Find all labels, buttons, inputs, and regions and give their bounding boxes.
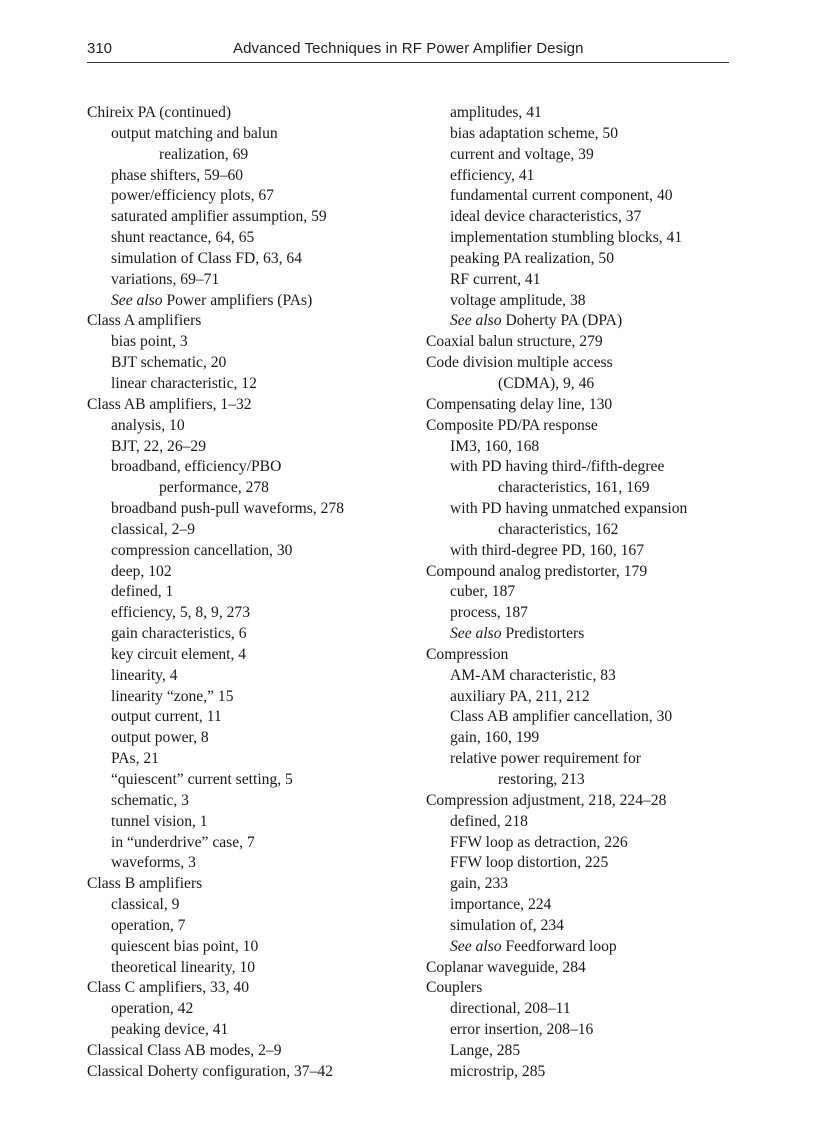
- index-subentry: [87, 645, 407, 666]
- index-subentry: [87, 207, 407, 228]
- entry-text: current and voltage, 39: [450, 145, 594, 163]
- index-subentry: [426, 1041, 736, 1062]
- entry-text: gain, 160, 199: [450, 729, 540, 747]
- index-subentry: [426, 291, 736, 312]
- entry-text: auxiliary PA, 211, 212: [450, 687, 590, 705]
- index-subentry: [87, 853, 407, 874]
- index-continuation: [87, 478, 407, 499]
- index-continuation: [87, 145, 407, 166]
- entry-text: linearity “zone,” 15: [111, 687, 234, 705]
- entry-text: schematic, 3: [111, 791, 189, 809]
- index-entry: [87, 311, 407, 332]
- entry-text: Power amplifiers (PAs): [162, 291, 313, 309]
- entry-text: Code division multiple access: [426, 354, 613, 372]
- entry-text: Feedforward loop: [501, 937, 617, 955]
- index-subentry: [426, 707, 736, 728]
- entry-text: PAs, 21: [111, 750, 159, 768]
- entry-text: defined, 1: [111, 583, 174, 601]
- entry-text: operation, 42: [111, 1000, 194, 1018]
- index-continuation: [426, 770, 736, 791]
- index-subentry: [426, 853, 736, 874]
- index-subentry: [426, 624, 736, 645]
- entry-text: gain characteristics, 6: [111, 625, 247, 643]
- entry-text: compression cancellation, 30: [111, 541, 293, 559]
- entry-text: output current, 11: [111, 708, 222, 726]
- index-subentry: [87, 666, 407, 687]
- index-entry: [87, 874, 407, 895]
- entry-text: broadband, efficiency/PBO: [111, 458, 282, 476]
- entry-text: gain, 233: [450, 875, 509, 893]
- entry-text: in “underdrive” case, 7: [111, 833, 255, 851]
- index-entry: [426, 353, 736, 374]
- index-entry: [426, 416, 736, 437]
- entry-text: restoring, 213: [498, 771, 585, 788]
- entry-text: linear characteristic, 12: [111, 374, 257, 392]
- entry-text: linearity, 4: [111, 666, 178, 684]
- index-subentry: [87, 353, 407, 374]
- index-subentry: [87, 895, 407, 916]
- entry-text: bias adaptation scheme, 50: [450, 124, 619, 142]
- index-entry: [87, 1041, 407, 1062]
- index-subentry: [87, 186, 407, 207]
- entry-text: IM3, 160, 168: [450, 437, 540, 455]
- index-subentry: [87, 812, 407, 833]
- entry-text: performance, 278: [159, 479, 269, 497]
- entry-text: with third-degree PD, 160, 167: [450, 541, 645, 559]
- index-subentry: [426, 874, 736, 895]
- entry-text: Class A amplifiers: [87, 312, 202, 330]
- entry-text: BJT schematic, 20: [111, 354, 227, 372]
- entry-text: classical, 9: [111, 896, 180, 914]
- index-subentry: [87, 291, 407, 312]
- index-subentry: [87, 749, 407, 770]
- entry-text: FFW loop as detraction, 226: [450, 833, 628, 851]
- entry-text: importance, 224: [450, 896, 552, 914]
- index-subentry: [426, 249, 736, 270]
- entry-text: peaking PA realization, 50: [450, 249, 614, 267]
- index-continuation: [426, 520, 736, 541]
- entry-text: quiescent bias point, 10: [111, 937, 259, 955]
- index-column-left: [87, 103, 407, 1083]
- entry-text: Class AB amplifier cancellation, 30: [450, 708, 673, 726]
- entry-text: “quiescent” current setting, 5: [111, 771, 293, 788]
- index-subentry: [87, 958, 407, 979]
- index-entry: [426, 978, 736, 999]
- entry-text: theoretical linearity, 10: [111, 958, 256, 976]
- entry-text: defined, 218: [450, 812, 528, 830]
- entry-text: AM-AM characteristic, 83: [450, 666, 616, 684]
- index-subentry: [87, 999, 407, 1020]
- index-subentry: [87, 833, 407, 854]
- index-subentry: [426, 228, 736, 249]
- entry-text: voltage amplitude, 38: [450, 291, 586, 309]
- index-subentry: [87, 437, 407, 458]
- entry-text: with PD having third-/fifth-degree: [450, 458, 665, 476]
- entry-text: Classical Doherty configuration, 37–42: [87, 1062, 333, 1080]
- index-column-right: [426, 103, 736, 1083]
- index-subentry: [87, 624, 407, 645]
- entry-text: FFW loop distortion, 225: [450, 854, 609, 872]
- index-entry: [426, 332, 736, 353]
- index-subentry: [87, 374, 407, 395]
- index-entry: [87, 1062, 407, 1083]
- entry-text: process, 187: [450, 604, 528, 622]
- index-subentry: [426, 687, 736, 708]
- index-subentry: [426, 582, 736, 603]
- index-entry: [426, 791, 736, 812]
- index-subentry: [87, 728, 407, 749]
- entry-text: key circuit element, 4: [111, 645, 247, 663]
- index-subentry: [87, 937, 407, 958]
- entry-text: phase shifters, 59–60: [111, 166, 244, 184]
- entry-text: directional, 208–11: [450, 1000, 571, 1018]
- entry-text: characteristics, 161, 169: [498, 479, 650, 497]
- entry-text: waveforms, 3: [111, 854, 196, 872]
- see-also-label: See also: [111, 291, 163, 309]
- entry-text: deep, 102: [111, 562, 172, 580]
- entry-text: simulation of Class FD, 63, 64: [111, 249, 303, 267]
- index-subentry: [87, 707, 407, 728]
- entry-text: Compensating delay line, 130: [426, 395, 613, 413]
- index-subentry: [426, 541, 736, 562]
- entry-text: RF current, 41: [450, 270, 541, 288]
- entry-text: Coaxial balun structure, 279: [426, 333, 603, 351]
- entry-text: Composite PD/PA response: [426, 416, 598, 434]
- entry-text: Compression adjustment, 218, 224–28: [426, 791, 667, 809]
- see-also-label: See also: [450, 625, 502, 643]
- entry-text: cuber, 187: [450, 583, 516, 601]
- entry-text: microstrip, 285: [450, 1062, 546, 1080]
- entry-text: analysis, 10: [111, 416, 185, 434]
- entry-text: Lange, 285: [450, 1041, 521, 1059]
- entry-text: Compound analog predistorter, 179: [426, 562, 648, 580]
- entry-text: tunnel vision, 1: [111, 812, 208, 830]
- index-entry: [426, 958, 736, 979]
- index-entry: [87, 978, 407, 999]
- index-subentry: [426, 895, 736, 916]
- index-subentry: [426, 270, 736, 291]
- see-also-label: See also: [450, 937, 502, 955]
- entry-text: with PD having unmatched expansion: [450, 500, 688, 518]
- entry-text: Class AB amplifiers, 1–32: [87, 395, 252, 413]
- index-subentry: [87, 562, 407, 583]
- index-subentry: [87, 541, 407, 562]
- index-subentry: [426, 124, 736, 145]
- entry-text: peaking device, 41: [111, 1021, 229, 1039]
- index-entry: [426, 562, 736, 583]
- book-title: Advanced Techniques in RF Power Amplifier Design: [233, 40, 584, 57]
- index-subentry: [426, 207, 736, 228]
- index-subentry: [87, 166, 407, 187]
- index-entry: [426, 395, 736, 416]
- index-continuation: [426, 478, 736, 499]
- entry-text: efficiency, 41: [450, 166, 535, 184]
- index-subentry: [87, 791, 407, 812]
- entry-text: amplitudes, 41: [450, 104, 542, 121]
- index-subentry: [87, 916, 407, 937]
- entry-text: simulation of, 234: [450, 916, 564, 934]
- entry-text: Predistorters: [501, 625, 585, 643]
- index-subentry: [426, 1020, 736, 1041]
- index-subentry: [426, 186, 736, 207]
- index-subentry: [87, 1020, 407, 1041]
- entry-text: (CDMA), 9, 46: [498, 374, 595, 392]
- running-header: [87, 38, 729, 63]
- index-entry: [87, 103, 407, 124]
- entry-text: Class C amplifiers, 33, 40: [87, 979, 249, 997]
- index-subentry: [87, 270, 407, 291]
- index-subentry: [426, 749, 736, 770]
- index-subentry: [426, 1062, 736, 1083]
- entry-text: relative power requirement for: [450, 750, 641, 768]
- entry-text: saturated amplifier assumption, 59: [111, 208, 327, 226]
- index-subentry: [87, 687, 407, 708]
- entry-text: implementation stumbling blocks, 41: [450, 229, 683, 247]
- index-subentry: [426, 603, 736, 624]
- index-subentry: [87, 603, 407, 624]
- entry-text: Chireix PA (continued): [87, 104, 232, 121]
- entry-text: BJT, 22, 26–29: [111, 437, 207, 455]
- entry-text: fundamental current component, 40: [450, 187, 673, 205]
- index-subentry: [426, 916, 736, 937]
- index-subentry: [87, 416, 407, 437]
- index-subentry: [87, 499, 407, 520]
- entry-text: Coplanar waveguide, 284: [426, 958, 586, 976]
- page-number: 310: [87, 40, 113, 57]
- index-entry: [87, 395, 407, 416]
- index-continuation: [426, 374, 736, 395]
- entry-text: Class B amplifiers: [87, 875, 203, 893]
- entry-text: ideal device characteristics, 37: [450, 208, 642, 226]
- entry-text: variations, 69–71: [111, 270, 220, 288]
- entry-text: bias point, 3: [111, 333, 188, 351]
- index-subentry: [426, 457, 736, 478]
- index-subentry: [87, 228, 407, 249]
- index-subentry: [87, 332, 407, 353]
- index-subentry: [426, 103, 736, 124]
- entry-text: efficiency, 5, 8, 9, 273: [111, 604, 251, 622]
- index-subentry: [87, 582, 407, 603]
- entry-text: characteristics, 162: [498, 520, 619, 538]
- index-subentry: [426, 437, 736, 458]
- entry-text: error insertion, 208–16: [450, 1021, 594, 1039]
- index-entry: [426, 645, 736, 666]
- index-subentry: [426, 145, 736, 166]
- index-subentry: [426, 166, 736, 187]
- entry-text: shunt reactance, 64, 65: [111, 229, 255, 247]
- index-subentry: [87, 249, 407, 270]
- index-subentry: [87, 770, 407, 791]
- entry-text: classical, 2–9: [111, 520, 196, 538]
- entry-text: Couplers: [426, 979, 483, 997]
- index-subentry: [426, 937, 736, 958]
- index-subentry: [426, 666, 736, 687]
- index-subentry: [87, 124, 407, 145]
- index-subentry: [87, 457, 407, 478]
- entry-text: realization, 69: [159, 145, 249, 163]
- index-subentry: [426, 833, 736, 854]
- entry-text: output power, 8: [111, 729, 209, 747]
- see-also-label: See also: [450, 312, 502, 330]
- entry-text: Doherty PA (DPA): [501, 312, 623, 330]
- entry-text: power/efficiency plots, 67: [111, 187, 274, 205]
- index-subentry: [426, 728, 736, 749]
- index-subentry: [426, 499, 736, 520]
- index-subentry: [426, 999, 736, 1020]
- entry-text: broadband push-pull waveforms, 278: [111, 500, 344, 518]
- entry-text: Classical Class AB modes, 2–9: [87, 1041, 282, 1059]
- index-subentry: [426, 311, 736, 332]
- index-subentry: [426, 812, 736, 833]
- entry-text: output matching and balun: [111, 124, 278, 142]
- entry-text: operation, 7: [111, 916, 186, 934]
- entry-text: Compression: [426, 645, 509, 663]
- index-subentry: [87, 520, 407, 541]
